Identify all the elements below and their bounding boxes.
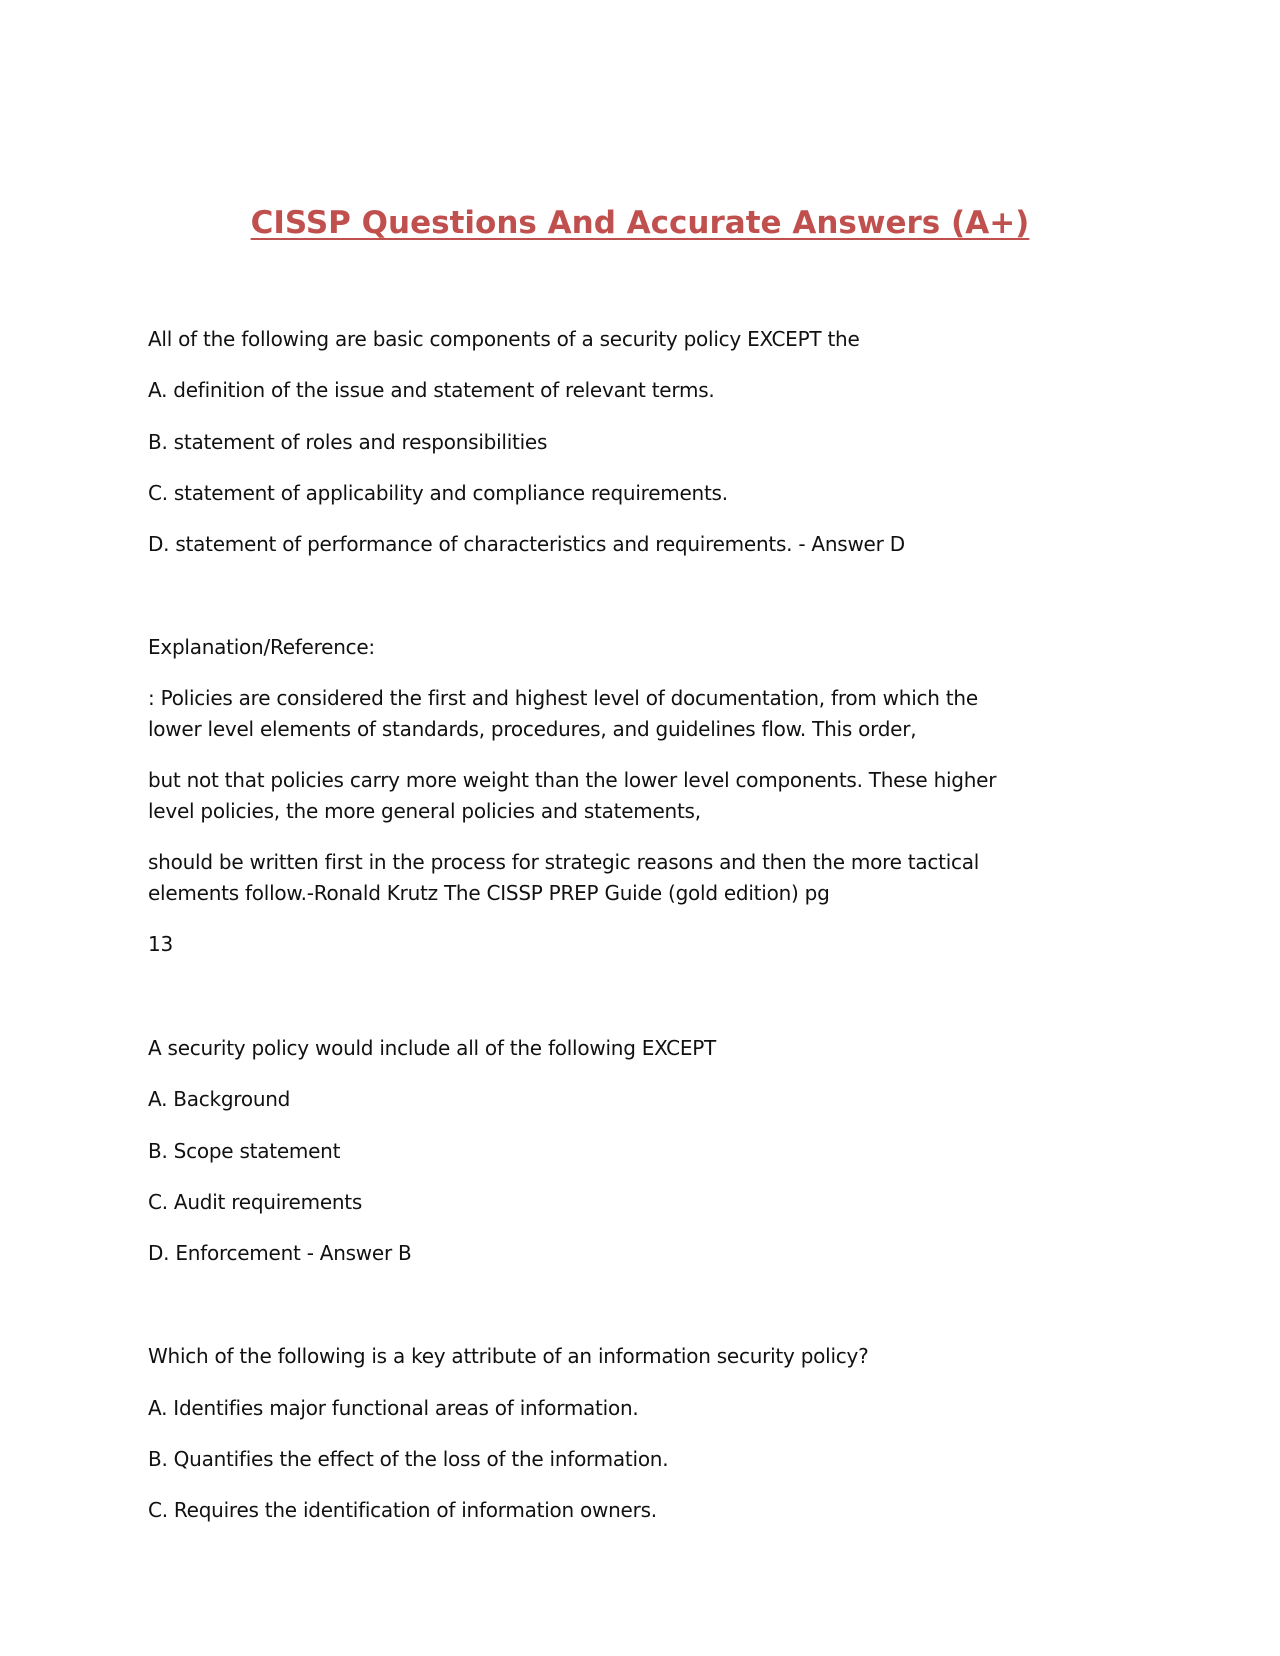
question-2-option-c: C. Audit requirements: [148, 1190, 363, 1214]
explanation-heading: Explanation/Reference:: [148, 635, 375, 659]
question-3-text: Which of the following is a key attribute of an information security policy?: [148, 1344, 869, 1368]
question-2-option-a: A. Background: [148, 1087, 291, 1111]
explanation-line-7: 13: [148, 932, 173, 956]
explanation-line-2: lower level elements of standards, procedures, and guidelines flow. This order,: [148, 717, 917, 741]
explanation-line-6: elements follow.-Ronald Krutz The CISSP PREP Guide (gold edition) pg: [148, 881, 830, 905]
explanation-line-4: level policies, the more general policies and statements,: [148, 799, 701, 823]
explanation-line-5: should be written first in the process for strategic reasons and then the more tactical: [148, 850, 980, 874]
question-1-text: All of the following are basic components of a security policy EXCEPT the: [148, 327, 860, 351]
question-3-option-b: B. Quantifies the effect of the loss of the information.: [148, 1447, 669, 1471]
question-1-option-d: D. statement of performance of characteristics and requirements. - Answer D: [148, 532, 905, 556]
question-2-option-b: B. Scope statement: [148, 1139, 341, 1163]
question-3-option-a: A. Identifies major functional areas of information.: [148, 1396, 639, 1420]
question-1-option-a: A. definition of the issue and statement of relevant terms.: [148, 378, 715, 402]
explanation-line-3: but not that policies carry more weight than the lower level components. These higher: [148, 768, 997, 792]
question-2-text: A security policy would include all of the following EXCEPT: [148, 1036, 717, 1060]
question-3-option-c: C. Requires the identification of information owners.: [148, 1498, 657, 1522]
document-title: CISSP Questions And Accurate Answers (A+): [250, 205, 1030, 241]
question-1-option-c: C. statement of applicability and compliance requirements.: [148, 481, 728, 505]
question-2-option-d: D. Enforcement - Answer B: [148, 1241, 412, 1265]
explanation-line-1: : Policies are considered the first and highest level of documentation, from which the: [148, 686, 978, 710]
question-1-option-b: B. statement of roles and responsibilities: [148, 430, 548, 454]
